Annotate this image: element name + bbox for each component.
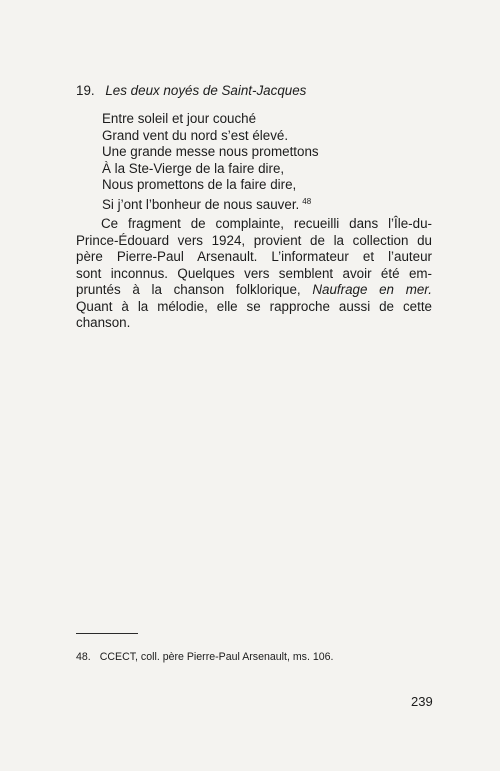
poem-stanza <box>102 111 319 214</box>
paragraph-line <box>76 282 432 299</box>
paragraph-line: Prince-Édouard vers 1924, provient de la collection du <box>76 232 432 248</box>
section-number: 19. <box>76 83 95 98</box>
paragraph-line: chanson. <box>76 315 131 330</box>
section-heading <box>76 82 306 100</box>
paragraph-line: sont inconnus. Quelques vers semblent avoir été em- <box>76 265 432 281</box>
song-title: Les deux noyés de Saint-Jacques <box>105 83 307 98</box>
footnote <box>76 650 333 664</box>
paragraph-line: père Pierre-Paul Arsenault. L’informateur et l’auteur <box>76 249 432 264</box>
poem-line: Entre soleil et jour couché <box>102 111 257 126</box>
paragraph-text: pruntés à la chanson folklorique, <box>76 282 301 297</box>
commentary-paragraph <box>76 216 432 332</box>
footnote-number: 48. <box>76 651 91 663</box>
poem-line: Grand vent du nord s’est élevé. <box>102 127 289 143</box>
poem-line: À la Ste-Vierge de la faire dire, <box>102 160 285 176</box>
referenced-song-title: Naufrage en mer. <box>312 282 432 297</box>
footnote-reference: 48 <box>302 196 312 206</box>
footnote-text: CCECT, coll. père Pierre-Paul Arsenault, ms. 106. <box>99 651 334 663</box>
poem-line-text: Si j’ont l’bonheur de nous sauver. <box>102 196 300 212</box>
page-number: 239 <box>411 694 433 709</box>
footnote-divider <box>76 633 138 634</box>
paragraph-line: Ce fragment de complainte, recueilli dans l’Île-du- <box>101 216 432 231</box>
poem-line: Une grande messe nous promettons <box>102 144 319 160</box>
poem-line-last <box>102 194 319 214</box>
paragraph-line: Quant à la mélodie, elle se rapproche aussi de cette <box>76 298 432 314</box>
poem-line: Nous promettons de la faire dire, <box>102 177 297 193</box>
